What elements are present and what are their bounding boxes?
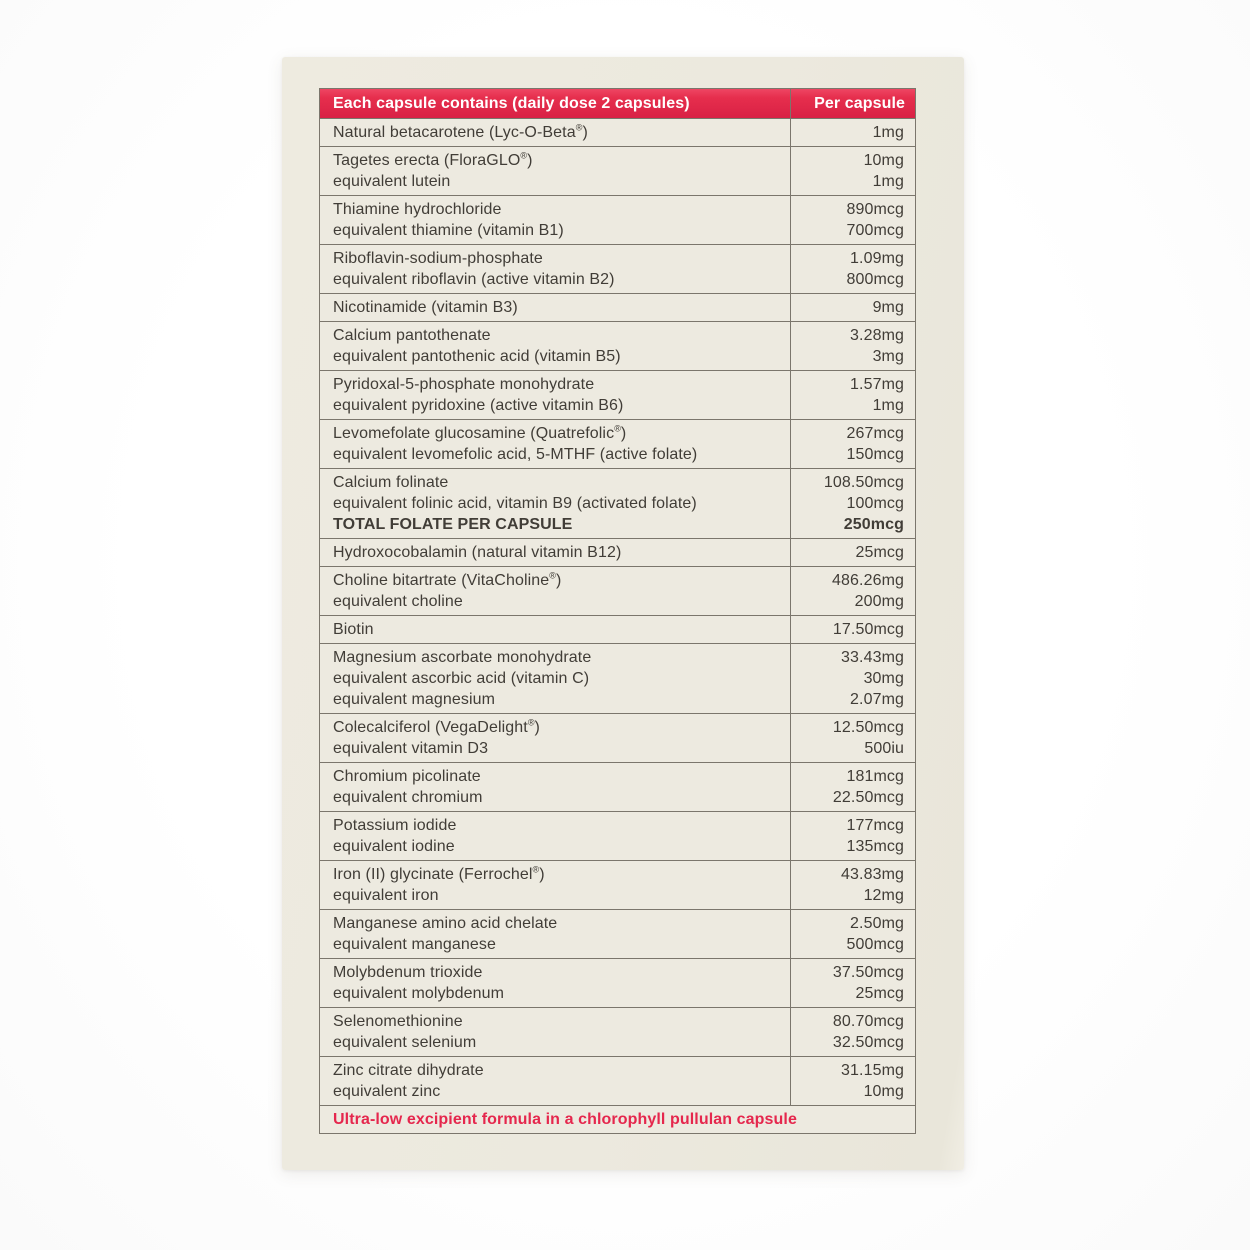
table-row xyxy=(320,643,915,713)
table-row xyxy=(320,1007,915,1056)
ingredient-line xyxy=(320,423,915,444)
equivalent-line xyxy=(320,220,915,241)
ingredient-name: Iron (II) glycinate (Ferrochel®) xyxy=(333,864,545,883)
table-row xyxy=(320,321,915,370)
ingredient-line xyxy=(320,297,915,318)
ingredient-name: Colecalciferol (VegaDelight®) xyxy=(333,717,540,736)
ingredient-line xyxy=(320,150,915,171)
ingredient-name: equivalent pyridoxine (active vitamin B6) xyxy=(333,397,624,414)
ingredient-amount: 1.57mg xyxy=(850,376,904,393)
ingredient-name: equivalent riboflavin (active vitamin B2) xyxy=(333,271,615,288)
ingredient-amount: 31.15mg xyxy=(841,1062,904,1079)
table-row xyxy=(320,566,915,615)
ingredient-name: equivalent vitamin D3 xyxy=(333,740,489,757)
ingredient-name: Nicotinamide (vitamin B3) xyxy=(333,299,518,316)
ingredient-amount: 181mcg xyxy=(846,768,904,785)
ingredient-name: equivalent chromium xyxy=(333,789,483,806)
ingredient-amount: 150mcg xyxy=(846,446,904,463)
ingredient-line xyxy=(320,199,915,220)
equivalent-line xyxy=(320,787,915,808)
equivalent-line xyxy=(320,1032,915,1053)
equivalent-line xyxy=(320,1081,915,1102)
ingredient-amount: 12mg xyxy=(863,887,904,904)
equivalent-line xyxy=(320,444,915,465)
table-row xyxy=(320,860,915,909)
table-row xyxy=(320,762,915,811)
ingredient-line xyxy=(320,864,915,885)
ingredient-name: Manganese amino acid chelate xyxy=(333,915,558,932)
ingredient-name: Natural betacarotene (Lyc-O-Beta®) xyxy=(333,122,588,141)
table-row xyxy=(320,244,915,293)
ingredient-name: Calcium pantothenate xyxy=(333,327,491,344)
ingredient-name: equivalent zinc xyxy=(333,1083,441,1100)
ingredient-amount: 17.50mcg xyxy=(832,621,904,638)
equivalent-line xyxy=(320,738,915,759)
ingredient-name: equivalent thiamine (vitamin B1) xyxy=(333,222,564,239)
ingredient-amount: 10mg xyxy=(863,1083,904,1100)
ingredient-line xyxy=(320,913,915,934)
table-row xyxy=(320,615,915,643)
ingredient-line xyxy=(320,962,915,983)
header-per-capsule-label: Per capsule xyxy=(814,95,905,112)
table-row xyxy=(320,538,915,566)
ingredient-amount: 1mg xyxy=(872,173,904,190)
total-folate-line xyxy=(320,514,915,535)
equivalent-line xyxy=(320,934,915,955)
ingredient-amount: 30mg xyxy=(863,670,904,687)
ingredient-name: Chromium picolinate xyxy=(333,768,481,785)
ingredient-name: Tagetes erecta (FloraGLO®) xyxy=(333,150,533,169)
ingredient-amount: 267mcg xyxy=(846,425,904,442)
table-row xyxy=(320,811,915,860)
ingredient-amount: 1mg xyxy=(872,397,904,414)
ingredient-amount: 1.09mg xyxy=(850,250,904,267)
ingredient-name: Hydroxocobalamin (natural vitamin B12) xyxy=(333,544,622,561)
ingredient-name: equivalent selenium xyxy=(333,1034,477,1051)
ingredient-amount: 3.28mg xyxy=(850,327,904,344)
equivalent-line xyxy=(320,493,915,514)
ingredient-name: Magnesium ascorbate monohydrate xyxy=(333,649,592,666)
ingredient-line xyxy=(320,619,915,640)
ingredient-amount: 10mg xyxy=(863,152,904,169)
ingredient-name: equivalent lutein xyxy=(333,173,451,190)
ingredient-line xyxy=(320,1060,915,1081)
supplement-box-back-panel xyxy=(282,57,964,1170)
equivalent-line xyxy=(320,668,915,689)
equivalent-line xyxy=(320,171,915,192)
ingredient-amount: 700mcg xyxy=(846,222,904,239)
ingredient-amount: 500mcg xyxy=(846,936,904,953)
ingredient-name: Calcium folinate xyxy=(333,474,449,491)
header-ingredients-label: Each capsule contains (daily dose 2 capsules) xyxy=(333,95,690,112)
ingredient-name: Biotin xyxy=(333,621,374,638)
ingredient-name: Molybdenum trioxide xyxy=(333,964,483,981)
ingredient-amount: 22.50mcg xyxy=(832,789,904,806)
ingredient-name: Zinc citrate dihydrate xyxy=(333,1062,484,1079)
ingredient-amount: 2.50mg xyxy=(850,915,904,932)
ingredient-name: equivalent levomefolic acid, 5-MTHF (active folate) xyxy=(333,446,698,463)
table-row xyxy=(320,370,915,419)
ingredient-amount: 800mcg xyxy=(846,271,904,288)
ingredient-amount: 500iu xyxy=(864,740,904,757)
equivalent-line xyxy=(320,836,915,857)
ingredient-amount: 43.83mg xyxy=(841,866,904,883)
ingredient-name: equivalent iron xyxy=(333,887,439,904)
equivalent-line xyxy=(320,591,915,612)
ingredient-name: equivalent folinic acid, vitamin B9 (activated folate) xyxy=(333,495,697,512)
equivalent-line xyxy=(320,346,915,367)
table-row xyxy=(320,118,915,146)
ingredient-name: Pyridoxal-5-phosphate monohydrate xyxy=(333,376,595,393)
equivalent-line xyxy=(320,885,915,906)
ingredient-amount: 486.26mg xyxy=(832,572,904,589)
ingredient-amount: 100mcg xyxy=(846,495,904,512)
equivalent-line xyxy=(320,269,915,290)
ingredient-amount: 25mcg xyxy=(855,544,904,561)
ingredient-name: equivalent choline xyxy=(333,593,463,610)
ingredient-line xyxy=(320,717,915,738)
ingredient-name: TOTAL FOLATE PER CAPSULE xyxy=(333,516,573,533)
ingredient-line xyxy=(320,570,915,591)
table-row xyxy=(320,146,915,195)
table-row xyxy=(320,419,915,468)
ingredient-amount: 12.50mcg xyxy=(832,719,904,736)
table-row xyxy=(320,958,915,1007)
ingredient-amount: 3mg xyxy=(872,348,904,365)
ingredient-line xyxy=(320,1011,915,1032)
equivalent-line xyxy=(320,983,915,1004)
ingredient-amount: 33.43mg xyxy=(841,649,904,666)
ingredient-line xyxy=(320,325,915,346)
ingredient-amount: 890mcg xyxy=(846,201,904,218)
table-row xyxy=(320,909,915,958)
ingredient-name: Thiamine hydrochloride xyxy=(333,201,502,218)
ingredient-line xyxy=(320,647,915,668)
ingredient-line xyxy=(320,542,915,563)
ingredients-table xyxy=(319,88,916,1134)
ingredient-name: equivalent ascorbic acid (vitamin C) xyxy=(333,670,590,687)
table-row xyxy=(320,1056,915,1105)
ingredient-line xyxy=(320,122,915,143)
ingredient-line xyxy=(320,815,915,836)
ingredient-amount: 135mcg xyxy=(846,838,904,855)
ingredient-name: equivalent pantothenic acid (vitamin B5) xyxy=(333,348,621,365)
equivalent-line xyxy=(320,689,915,710)
ingredient-line xyxy=(320,766,915,787)
ingredient-amount: 25mcg xyxy=(855,985,904,1002)
ingredient-amount: 32.50mcg xyxy=(832,1034,904,1051)
ingredient-name: equivalent magnesium xyxy=(333,691,496,708)
table-row xyxy=(320,468,915,538)
ingredient-amount: 200mg xyxy=(854,593,904,610)
ingredient-line xyxy=(320,248,915,269)
ingredient-amount: 177mcg xyxy=(846,817,904,834)
ingredient-name: equivalent manganese xyxy=(333,936,497,953)
ingredient-name: Choline bitartrate (VitaCholine®) xyxy=(333,570,562,589)
equivalent-line xyxy=(320,395,915,416)
ingredient-line xyxy=(320,472,915,493)
ingredient-name: Levomefolate glucosamine (Quatrefolic®) xyxy=(333,423,627,442)
table-header-row xyxy=(320,89,915,118)
ingredient-name: Selenomethionine xyxy=(333,1013,463,1030)
ingredient-amount: 108.50mcg xyxy=(823,474,904,491)
ingredient-amount: 2.07mg xyxy=(850,691,904,708)
ingredient-amount: 1mg xyxy=(872,124,904,141)
ingredient-name: Riboflavin-sodium-phosphate xyxy=(333,250,543,267)
ingredient-name: equivalent iodine xyxy=(333,838,455,855)
ingredient-amount: 80.70mcg xyxy=(832,1013,904,1030)
ingredient-amount: 9mg xyxy=(872,299,904,316)
table-row xyxy=(320,293,915,321)
table-row xyxy=(320,713,915,762)
ingredient-name: equivalent molybdenum xyxy=(333,985,505,1002)
table-footer-note: Ultra-low excipient formula in a chlorophyll pullulan capsule xyxy=(320,1105,915,1133)
ingredient-amount: 37.50mcg xyxy=(832,964,904,981)
ingredient-name: Potassium iodide xyxy=(333,817,457,834)
ingredient-amount: 250mcg xyxy=(843,516,904,533)
ingredient-line xyxy=(320,374,915,395)
table-row xyxy=(320,195,915,244)
